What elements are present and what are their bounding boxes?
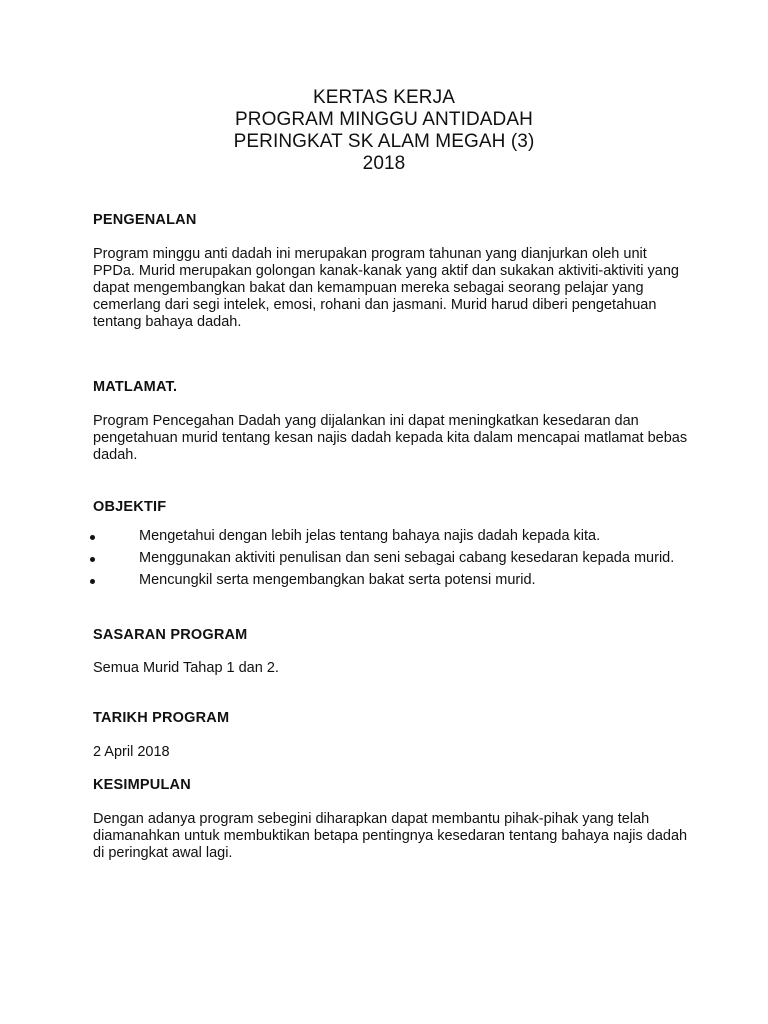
document-title: [0, 87, 768, 175]
paragraph-line: pengetahuan murid tentang kesan najis dadah kepada kita dalam mencapai matlamat bebas: [93, 430, 688, 446]
paragraph-line: dadah.: [93, 447, 138, 463]
list-item: [87, 550, 747, 572]
paragraph-line: Dengan adanya program sebegini diharapkan dapat membantu pihak-pihak yang telah: [93, 811, 650, 827]
paragraph-line: 2 April 2018: [93, 744, 170, 760]
paragraph-line: Program minggu anti dadah ini merupakan program tahunan yang dianjurkan oleh unit: [93, 246, 647, 262]
paragraph-line: tentang bahaya dadah.: [93, 314, 242, 330]
section-body-pengenalan: [93, 246, 743, 331]
paragraph-line: Program Pencegahan Dadah yang dijalankan ini dapat meningkatkan kesedaran dan: [93, 413, 639, 429]
list-item-text: Mencungkil serta mengembangkan bakat serta potensi murid.: [139, 572, 536, 588]
bullet-icon: [90, 535, 95, 540]
paragraph-line: diamanahkan untuk membuktikan betapa pentingnya kesedaran tentang bahaya najis dadah: [93, 828, 688, 844]
paragraph-line: cemerlang dari segi intelek, emosi, rohani dan jasmani. Murid harud diberi pengetahuan: [93, 297, 657, 313]
paragraph-line: di peringkat awal lagi.: [93, 845, 233, 861]
paragraph-line: PPDa. Murid merupakan golongan kanak-kanak yang aktif dan sukakan aktiviti-aktiviti yang: [93, 263, 679, 279]
list-item: [87, 528, 747, 550]
section-body-matlamat: [93, 413, 743, 464]
section-body-kesimpulan: [93, 811, 743, 862]
title-line-4: 2018: [362, 153, 406, 174]
section-heading-objektif: OBJEKTIF: [93, 499, 167, 515]
bullet-icon: [90, 579, 95, 584]
section-heading-sasaran: SASARAN PROGRAM: [93, 627, 248, 643]
section-heading-kesimpulan: KESIMPULAN: [93, 777, 191, 793]
bullet-icon: [90, 557, 95, 562]
title-line-1: KERTAS KERJA: [313, 87, 455, 108]
title-line-3: PERINGKAT SK ALAM MEGAH (3): [233, 131, 535, 152]
section-heading-pengenalan: PENGENALAN: [93, 212, 197, 228]
objective-list: [87, 528, 747, 594]
paragraph-line: Semua Murid Tahap 1 dan 2.: [93, 660, 279, 676]
section-body-tarikh: [93, 744, 743, 761]
title-line-2: PROGRAM MINGGU ANTIDADAH: [235, 109, 533, 130]
list-item-text: Mengetahui dengan lebih jelas tentang bahaya najis dadah kepada kita.: [139, 528, 601, 544]
list-item: [87, 572, 747, 594]
list-item-text: Menggunakan aktiviti penulisan dan seni sebagai cabang kesedaran kepada murid.: [139, 550, 675, 566]
section-body-sasaran: [93, 660, 743, 677]
paragraph-line: dapat mengembangkan bakat dan kemampuan mereka sebagai seorang pelajar yang: [93, 280, 644, 296]
section-heading-matlamat: MATLAMAT.: [93, 379, 178, 395]
section-heading-tarikh: TARIKH PROGRAM: [93, 710, 230, 726]
